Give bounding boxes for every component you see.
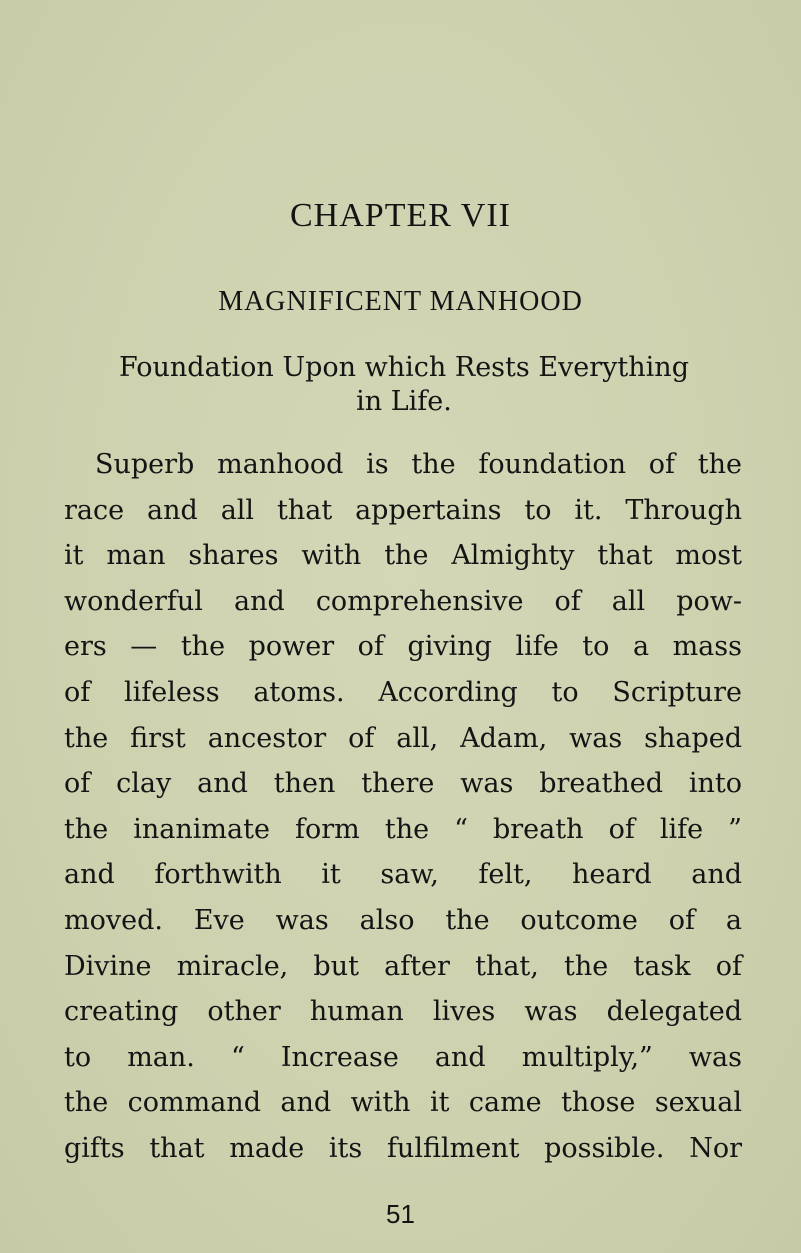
body-line: Divine miracle, but after that, the task of <box>64 950 742 982</box>
chapter-subtitle <box>64 351 744 419</box>
body-line: gifts that made its fulfilment possible. Nor <box>64 1132 742 1164</box>
body-line: moved. Eve was also the outcome of a <box>64 904 742 936</box>
page-number: 51 <box>386 1199 415 1229</box>
body-line: and forthwith it saw, felt, heard and <box>64 859 742 891</box>
body-line: Superb manhood is the foundation of the <box>95 449 742 480</box>
body-text <box>64 442 742 1172</box>
subtitle-line: Foundation Upon which Rests Everything <box>119 352 689 383</box>
subtitle-line: in Life. <box>356 386 452 417</box>
chapter-title: MAGNIFICENT MANHOOD <box>218 286 583 317</box>
body-line: wonderful and comprehensive of all pow- <box>64 585 742 617</box>
body-line: to man. “ Increase and multiply,” was <box>64 1041 742 1073</box>
body-line: ers — the power of giving life to a mass <box>64 631 742 663</box>
body-line: of clay and then there was breathed into <box>64 768 742 800</box>
body-line: of lifeless atoms. According to Scripture <box>64 676 742 708</box>
body-line: the first ancestor of all, Adam, was shaped <box>64 722 742 754</box>
body-line: it man shares with the Almighty that most <box>64 540 742 572</box>
body-line: the inanimate form the “ breath of life ” <box>64 813 742 845</box>
body-line: creating other human lives was delegated <box>64 996 742 1028</box>
body-line: the command and with it came those sexual <box>64 1087 742 1119</box>
body-line: race and all that appertains to it. Through <box>64 494 742 526</box>
chapter-heading: CHAPTER VII <box>290 197 511 234</box>
